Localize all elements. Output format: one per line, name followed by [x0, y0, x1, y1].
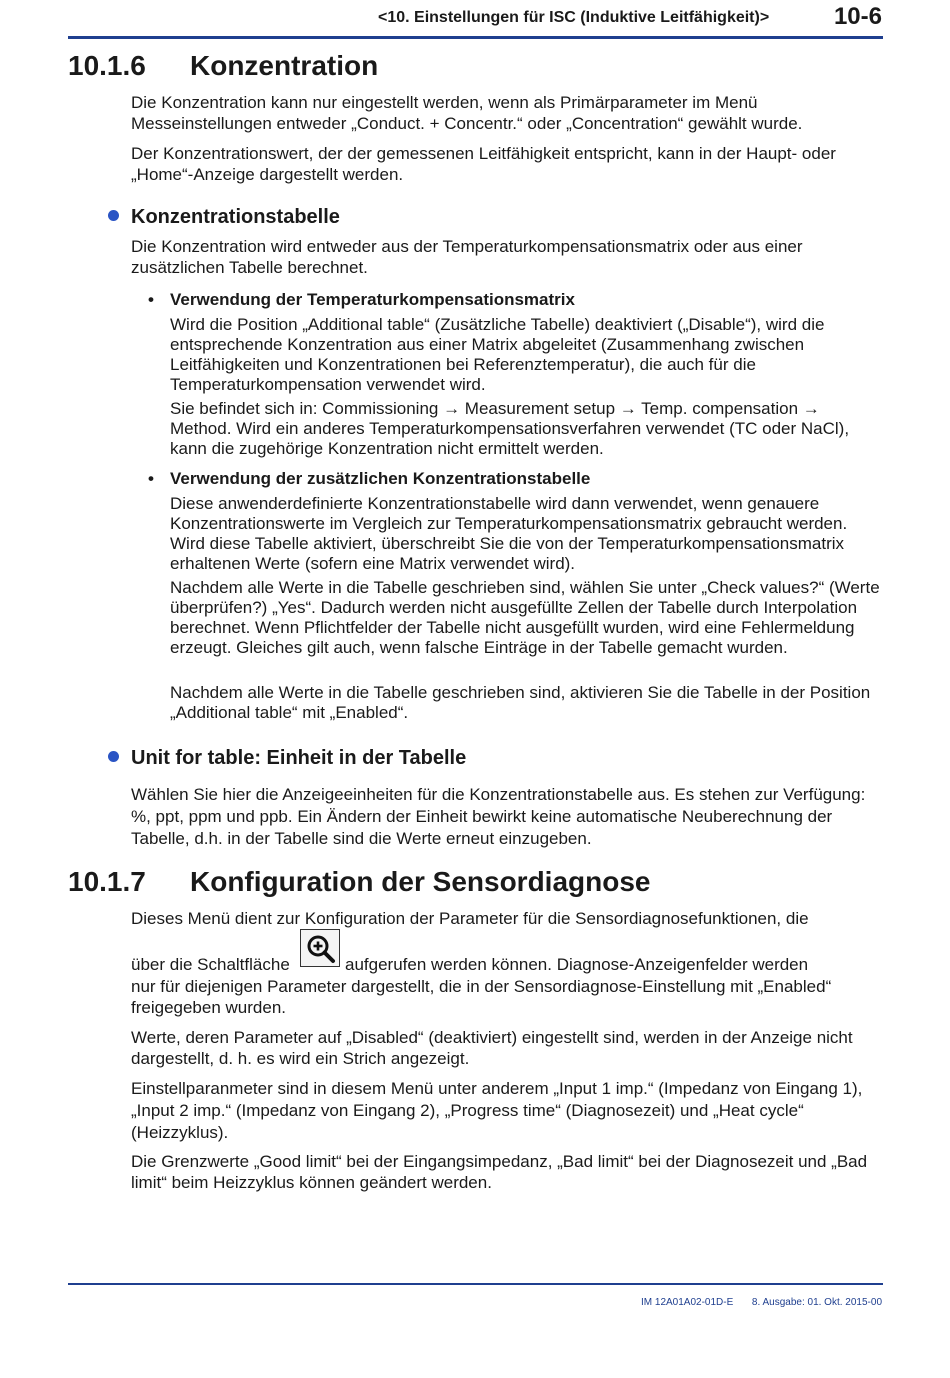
- document-number: IM 12A01A02-01D-E: [641, 1297, 734, 1308]
- chapter-title: <10. Einstellungen für ISC (Induktive Leitfähigkeit)>: [378, 9, 770, 26]
- paragraph: Einstellparanmeter sind in diesem Menü unter anderem „Input 1 imp.“ (Impedanz von Eingang 1), „Input 2 imp.“ (Impedanz von Eingang 2), „Progress time“ (Diagnosezeit) und „Heat cycle“ (Heizzyklus).: [131, 1079, 863, 1142]
- bullet-paragraph: Sie befindet sich in: Commissioning → Measurement setup → Temp. compensation → Method. Wird ein anderes Temperaturkompensationsverfahren verwendet (TC oder NaCl), kann die zugehörige Konzentration nicht ermittelt werden.: [170, 399, 850, 458]
- bullet-heading: [148, 290, 575, 310]
- edition-date: 8. Ausgabe: 01. Okt. 2015-00: [751, 1297, 882, 1308]
- bullet-paragraph: Nachdem alle Werte in die Tabelle geschrieben sind, wählen Sie unter „Check values?“ (Werte überprüfen?) „Yes“. Dadurch werden nicht ausgefüllte Zellen der Tabelle durch Interpolation berechnet. Wenn Pflichtfelder der Tabelle nicht ausgefüllt wurden, wird eine Fehlermeldung erzeugt. Gleiches gilt auch, wenn falsche Einträge in der Tabelle gemacht wurden.: [170, 578, 880, 657]
- subheading-unit-for-table: [108, 747, 466, 770]
- paragraph: Die Konzentration wird entweder aus der Temperaturkompensationsmatrix oder aus einer zusätzlichen Tabelle berechnet.: [131, 237, 803, 277]
- bullet-dot-icon: [108, 751, 119, 762]
- bullet-paragraph: Nachdem alle Werte in die Tabelle geschrieben sind, aktivieren Sie die Tabelle in der Position „Additional table“ mit „Enabled“.: [170, 683, 871, 722]
- paragraph-inline-end: aufgerufen werden können. Diagnose-Anzeigenfelder werden: [345, 955, 809, 974]
- bullet-heading: [148, 469, 590, 489]
- header-rule: [68, 36, 883, 39]
- section-number: 10.1.6: [68, 50, 146, 81]
- subheading-text: Unit for table: Einheit in der Tabelle: [131, 747, 467, 769]
- section-title: Konfiguration der Sensordiagnose: [190, 866, 651, 897]
- zoom-button[interactable]: [300, 929, 340, 967]
- subheading-konzentrationstabelle: [108, 206, 340, 229]
- bullet-heading-text: Verwendung der zusätzlichen Konzentrationstabelle: [170, 469, 591, 488]
- paragraph-inline-start: über die Schaltfläche: [131, 955, 290, 974]
- section-heading-10-1-7: [68, 866, 650, 898]
- bullet-heading-text: Verwendung der Temperaturkompensationsmatrix: [170, 290, 575, 309]
- zoom-in-icon: [306, 934, 336, 964]
- paragraph: Wählen Sie hier die Anzeigeeinheiten für die Konzentrationstabelle aus. Es stehen zur Verfügung: %, ppt, ppm und ppb. Ein Ändern der Einheit bewirkt keine automatische Neuberechnung der Tabelle, d.h. in der Tabelle sind die Werte erneut einzugeben.: [131, 785, 866, 848]
- section-number: 10.1.7: [68, 866, 146, 897]
- footer-rule: [68, 1283, 883, 1285]
- bullet-icon: •: [148, 469, 154, 488]
- bullet-paragraph: Wird die Position „Additional table“ (Zusätzliche Tabelle) deaktiviert („Disable“), wird die entsprechende Konzentration aus einer Matrix abgeleitet (Zusammenhang zwischen Leitfähigkeiten und Konzentrationen bei Referenztemperatur), die auch für die Temperaturkompensation verwendet wird.: [170, 315, 825, 394]
- paragraph: Die Konzentration kann nur eingestellt werden, wenn als Primärparameter im Menü Messeinstellungen entweder „Conduct. + Concentr.“ oder „Concentration“ gewählt wurde.: [131, 93, 803, 133]
- subheading-text: Konzentrationstabelle: [131, 206, 340, 228]
- bullet-paragraph: Diese anwenderdefinierte Konzentrationstabelle wird dann verwendet, wenn genauere Konzentrationswerte im Vergleich zur Temperaturkompensationsmatrix gebraucht werden. Wird diese Tabelle aktiviert, überschreibt Sie die von der Temperaturkompensationsmatrix erhaltenen Werte (sofern eine Matrix verwendet wird).: [170, 494, 848, 573]
- bullet-dot-icon: [108, 210, 119, 221]
- paragraph: Werte, deren Parameter auf „Disabled“ (deaktiviert) eingestellt sind, werden in der Anzeige nicht dargestellt, d. h. es wird ein Strich angezeigt.: [131, 1028, 853, 1068]
- paragraph: Der Konzentrationswert, der der gemessenen Leitfähigkeit entspricht, kann in der Haupt- oder „Home“-Anzeige dargestellt werden.: [131, 144, 836, 184]
- section-heading-10-1-6: [68, 50, 378, 82]
- paragraph: nur für diejenigen Parameter dargestellt, die in der Sensordiagnose-Einstellung mit „Enabled“ freigegeben wurden.: [131, 977, 832, 1017]
- paragraph: Dieses Menü dient zur Konfiguration der Parameter für die Sensordiagnosefunktionen, die: [131, 909, 809, 928]
- page-number: 10-6: [833, 3, 882, 30]
- section-title: Konzentration: [190, 50, 379, 81]
- paragraph: Die Grenzwerte „Good limit“ bei der Eingangsimpedanz, „Bad limit“ bei der Diagnosezeit und „Bad limit“ beim Heizzyklus können geändert werden.: [131, 1152, 868, 1192]
- bullet-icon: •: [148, 290, 154, 309]
